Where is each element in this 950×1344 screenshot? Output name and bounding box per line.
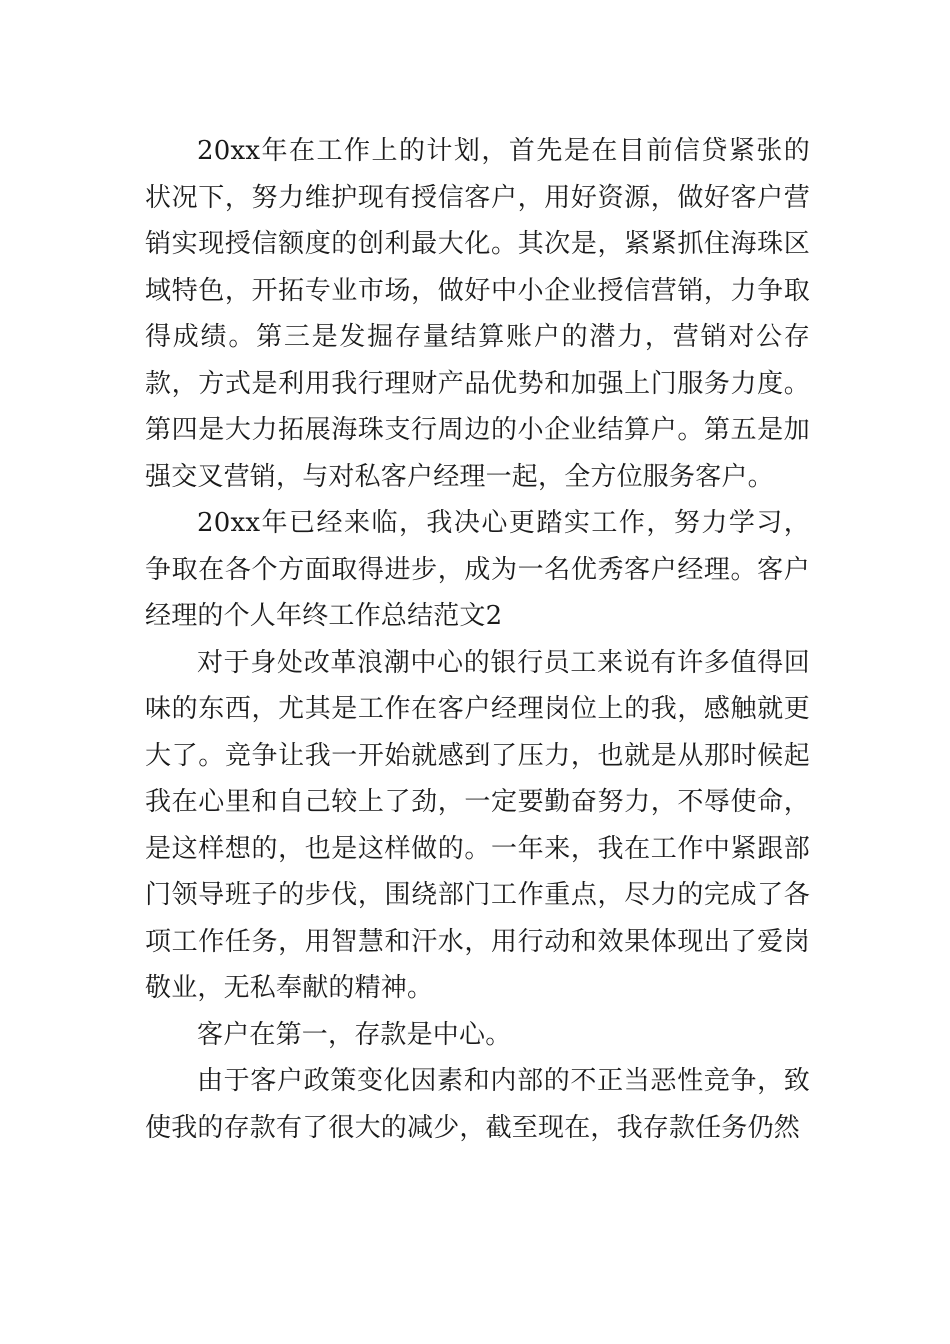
document-body bbox=[145, 128, 810, 1151]
paragraph-deposit: 由于客户政策变化因素和内部的不正当恶性竞争，致使我的存款有了很大的减少，截至现在，我存款任务仍然 bbox=[145, 1066, 810, 1143]
paragraph-plan: 20xx年在工作上的计划，首先是在目前信贷紧张的状况下，努力维护现有授信客户，用好资源，做好客户营销实现授信额度的创利最大化。其次是，紧紧抓住海珠区域特色，开拓专业市场，做好中小企业授信营销，力争取得成绩。第三是发掘存量结算账户的潜力，营销对公存款，方式是利用我行理财产品优势和加强上门服务力度。第四是大力拓展海珠支行周边的小企业结算户。第五是加强交叉营销，与对私客户经理一起，全方位服务客户。 bbox=[145, 136, 810, 492]
paragraph-heading-customer-first: 客户在第一，存款是中心。 bbox=[197, 1019, 512, 1050]
paragraph-reflection: 对于身处改革浪潮中心的银行员工来说有许多值得回味的东西，尤其是工作在客户经理岗位上的我，感触就更大了。竞争让我一开始就感到了压力，也就是从那时候起我在心里和自己较上了劲，一定要勤奋努力，不辱使命，是这样想的，也是这样做的。一年来，我在工作中紧跟部门领导班子的步伐，围绕部门工作重点，尽力的完成了各项工作任务，用智慧和汗水，用行动和效果体现出了爱岗敬业，无私奉献的精神。 bbox=[145, 647, 810, 1003]
paragraph-resolution: 20xx年已经来临，我决心更踏实工作，努力学习，争取在各个方面取得进步，成为一名优秀客户经理。客户经理的个人年终工作总结范文2 bbox=[145, 508, 810, 631]
